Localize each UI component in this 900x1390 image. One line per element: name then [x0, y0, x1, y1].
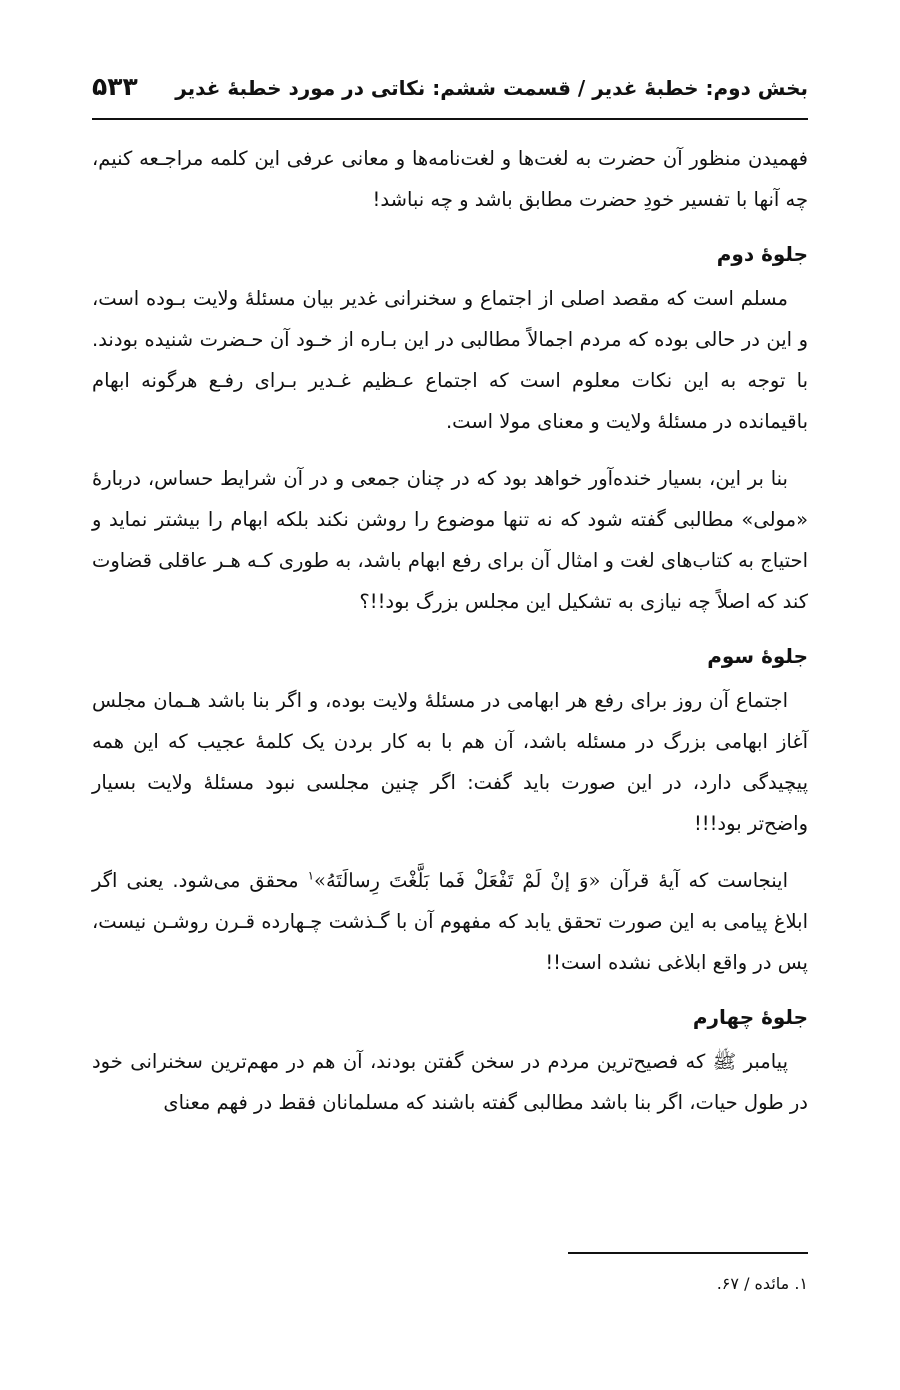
page-header: [92, 72, 808, 120]
paragraph-6: پیامبر ﷺ که فصیح‌ترین مردم در سخن گفتن بودند، آن هم در مهم‌ترین سخنرانی خود در طول حیات، اگر بنا باشد مطالبی گفته باشند که مسلمانان فقط در فهم معنای: [92, 1050, 808, 1114]
quran-verse-quote: «وَ إنْ لَمْ تَفْعَلْ فَما بَلَّغْتَ رِسالَتَهُ»: [314, 869, 601, 892]
footnote-1: ۱. مائده / ۶۷.: [716, 1274, 808, 1293]
running-head: بخش دوم: خطبهٔ غدیر / قسمت ششم: نکاتی در مورد خطبهٔ غدیر: [175, 76, 808, 100]
paragraph-4: اجتماع آن روز برای رفع هر ابهامی در مسئلهٔ ولایت بوده، و اگر بنا باشد هـمان مجلس آغاز ابهامی بزرگ در مسئله باشد، آن هم با به کار بردن یک کلمهٔ عجیب که این همه پیچیدگی دارد، در این صورت باید گفت: اگر چنین مجلسی نبود مسئلهٔ ولایت بسیار واضح‌تر بود!!!: [92, 689, 808, 835]
paragraph-1: فهمیدن منظور آن حضرت به لغت‌ها و لغت‌نامه‌ها و معانی عرفی این کلمه مراجـعه کنیم، چه آنها با تفسیر خودِ حضرت مطابق باشد و چه نباشد!: [92, 147, 808, 211]
footnote-divider: [568, 1252, 808, 1254]
page-number: ۵۳۳: [92, 72, 138, 101]
paragraph-5: [92, 860, 808, 983]
footnote-marker: ۱: [307, 868, 315, 883]
paragraph-5-rest: محقق می‌شود. یعنی اگر ابلاغ پیامی به این صورت تحقق یابد که مفهوم آن با گـذشت چـهارده قـرن روشـن نیست، پس در واقع ابلاغی نشده است!!: [92, 869, 808, 974]
page-body: [92, 138, 808, 1139]
section-heading-third: جلوهٔ سوم: [707, 644, 808, 668]
section-heading-fourth: جلوهٔ چهارم: [692, 1005, 808, 1029]
paragraph-2: مسلم است که مقصد اصلی از اجتماع و سخنرانی غدیر بیان مسئلهٔ ولایت بـوده است، و این در حالی بوده که مردم اجمالاً مطالبی در این بـاره از خـود آن حـضرت شنیده بودند. با توجه به این نکات معلوم است که اجتماع عـظیم غـدیر بـرای رفـع هرگونه ابهام باقیمانده در مسئلهٔ ولایت و معنای مولا است.: [92, 287, 808, 433]
section-heading-second: جلوهٔ دوم: [716, 242, 808, 266]
paragraph-5-lead: اینجاست که آیهٔ قرآن: [600, 869, 789, 892]
paragraph-3: بنا بر این، بسیار خنده‌آور خواهد بود که در چنان جمعی و در آن شرایط حساس، دربارهٔ «مولی» مطالبی گفته شود که نه تنها موضوع را روشن نکند بلکه ابهام را بیشتر نماید و احتیاج به کتاب‌های لغت و امثال آن برای رفع ابهام باشد، به طوری کـه هـر عاقلی قضاوت کند که اصلاً چه نیازی به تشکیل این مجلس بزرگ بود!!؟: [92, 467, 808, 613]
